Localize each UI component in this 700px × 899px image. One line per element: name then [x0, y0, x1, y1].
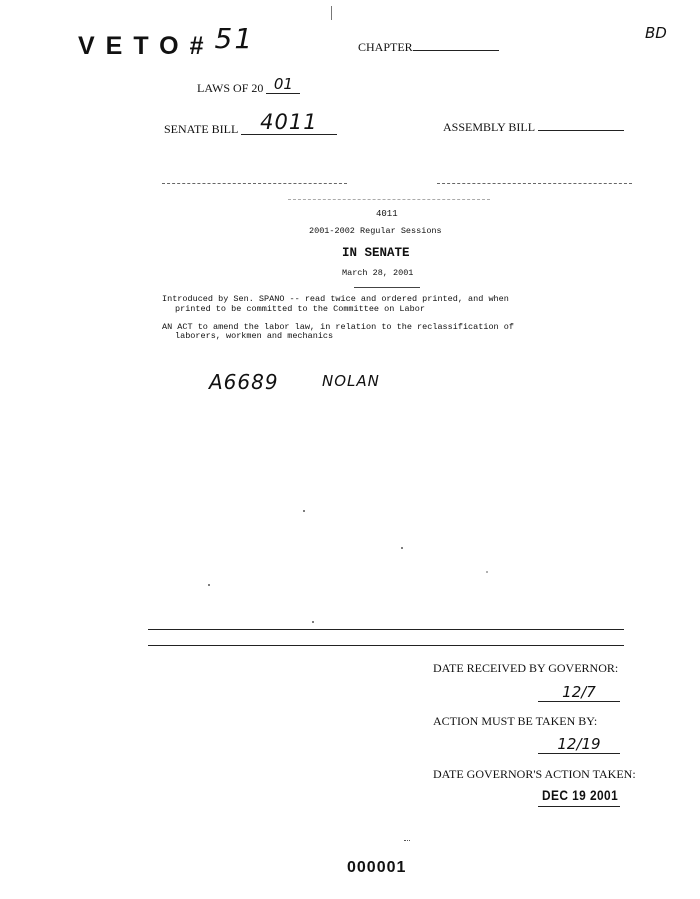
assembly-bill-field [443, 118, 624, 135]
scan-speck [486, 571, 488, 573]
handwritten-assembly-ref: A6689 [209, 370, 279, 394]
act-line-1: AN ACT to amend the labor law, in relation to the reclassification of [162, 322, 514, 332]
act-line-2: laborers, workmen and mechanics [175, 331, 334, 341]
chapter-field [358, 38, 499, 55]
veto-label: VETO# [78, 32, 215, 60]
laws-year: 01 [266, 75, 300, 94]
bill-date: March 28, 2001 [342, 268, 414, 278]
veto-stamp [78, 22, 255, 61]
senate-bill-label: SENATE BILL [164, 122, 238, 136]
handwritten-sponsor: NOLAN [322, 372, 380, 390]
assembly-bill-label: ASSEMBLY BILL [443, 120, 535, 134]
received-label: DATE RECEIVED BY GOVERNOR: [433, 661, 619, 675]
separator-left [162, 183, 347, 184]
action-label: DATE GOVERNOR'S ACTION TAKEN: [433, 767, 636, 781]
senate-bill-number: 4011 [241, 110, 337, 135]
corner-initials: BD [645, 24, 667, 42]
action-underline [538, 806, 620, 807]
laws-field [197, 75, 300, 97]
assembly-bill-number [538, 118, 624, 131]
footer-speck [404, 840, 410, 843]
session-line: 2001-2002 Regular Sessions [309, 226, 442, 236]
action-date-stamp: DEC 19 2001 [542, 787, 619, 803]
introduced-line-2: printed to be committed to the Committee on Labor [175, 304, 425, 314]
separator-center [288, 199, 490, 200]
laws-label: LAWS OF 20 [197, 81, 264, 95]
scan-speck [208, 584, 210, 586]
chapter-label: CHAPTER [358, 40, 413, 54]
deadline-value: 12/19 [538, 735, 620, 754]
introduced-line-1: Introduced by Sen. SPANO -- read twice and ordered printed, and when [162, 294, 509, 304]
separator-right [437, 183, 632, 184]
scan-speck [312, 621, 314, 623]
scan-speck [303, 510, 305, 512]
page-number: 000001 [347, 859, 407, 876]
bill-number: 4011 [376, 209, 398, 219]
chamber-heading: IN SENATE [342, 246, 410, 260]
bottom-rule-2 [148, 645, 624, 646]
top-mark [331, 6, 332, 20]
date-underline [354, 287, 420, 288]
received-value: 12/7 [538, 683, 620, 702]
deadline-label: ACTION MUST BE TAKEN BY: [433, 714, 598, 728]
scan-speck [401, 547, 403, 549]
senate-bill-field [164, 110, 337, 139]
bottom-rule-1 [148, 629, 624, 630]
chapter-value [413, 38, 499, 51]
veto-number: 51 [214, 22, 255, 55]
